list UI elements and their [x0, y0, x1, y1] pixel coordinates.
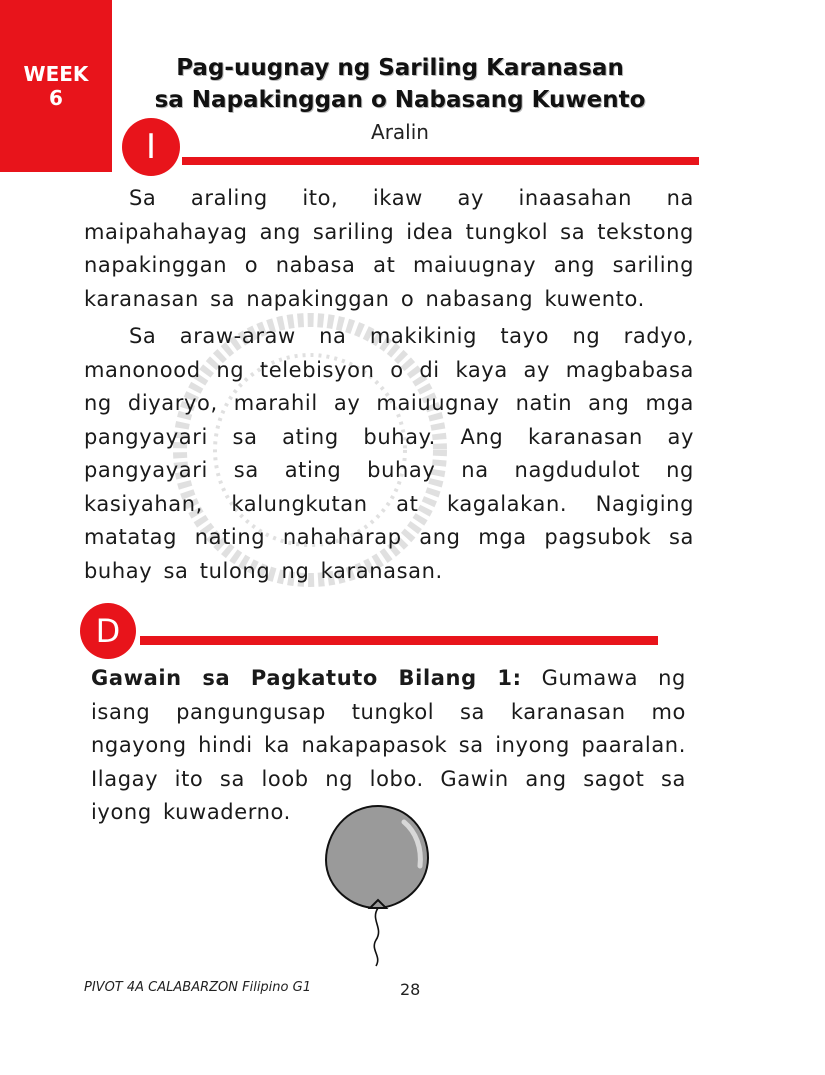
balloon-icon — [318, 800, 438, 970]
week-label: WEEK — [23, 62, 89, 86]
week-number: 6 — [49, 86, 63, 110]
page-title — [120, 52, 680, 116]
lesson-paragraph-1: Sa araling ito, ikaw ay inaasahan na maipahahayag ang sariling idea tungkol sa tekstong napakinggan o nabasa at maiuugnay ang sariling karanasan sa napakinggan o nabasang kuwento. — [84, 186, 694, 311]
lesson-paragraph-2: Sa araw-araw na makikinig tayo ng radyo, manonood ng telebisyon o di kaya ay magbabasa ng diyaryo, marahil ay maiuugnay natin ang mga pangyayari sa ating buhay. Ang karanasan ay pangyayari sa ating buhay na nagdudulot ng kasiyahan, kalungkutan at kagalakan. Nagiging matatag nating nahaharap ang mga pagsubok sa buhay sa tulong ng karanasan. — [84, 324, 694, 583]
footer-source: PIVOT 4A CALABARZON Filipino G1 — [84, 980, 311, 995]
page-number: 28 — [400, 980, 421, 999]
title-line-2: sa Napakinggan o Nabasang Kuwento — [154, 87, 646, 113]
week-badge — [0, 0, 112, 172]
section-i-circle: I — [122, 118, 180, 176]
activity-instructions: Gumawa ng isang pangungusap tungkol sa karanasan mo ngayong hindi ka nakapapasok sa inyong paaralan. Ilagay ito sa loob ng lobo. Gawin ang sagot sa iyong kuwaderno. — [91, 666, 686, 824]
section-label-aralin: Aralin — [371, 120, 429, 144]
section-d-circle: D — [80, 603, 136, 659]
section-i-divider — [182, 157, 699, 165]
activity-label: Gawain sa Pagkatuto Bilang 1: — [91, 666, 522, 690]
title-line-1: Pag-uugnay ng Sariling Karanasan — [176, 55, 624, 81]
section-d-divider — [140, 636, 658, 645]
